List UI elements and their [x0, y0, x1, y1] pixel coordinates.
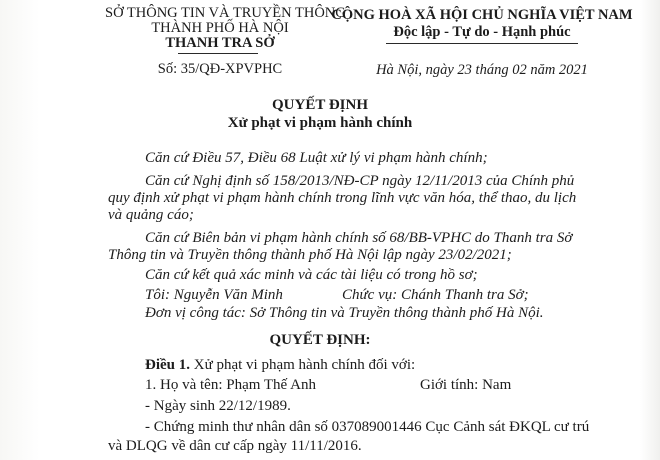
- offender-name: 1. Họ và tên: Phạm Thế Anh: [145, 377, 316, 393]
- offender-dob: - Ngày sinh 22/12/1989.: [145, 398, 291, 414]
- preamble-p2-line1: Căn cứ Nghị định số 158/2013/NĐ-CP ngày 12/11/2013 của Chính phủ: [145, 173, 575, 189]
- preamble-p1: Căn cứ Điều 57, Điều 68 Luật xử lý vi phạm hành chính;: [145, 150, 488, 166]
- preamble-p3-line1: Căn cứ Biên bản vi phạm hành chính số 68/BB-VPHC do Thanh tra Sở: [145, 230, 573, 246]
- signer-name: Tôi: Nguyễn Văn Minh: [145, 287, 283, 303]
- signer-unit: Đơn vị công tác: Sở Thông tin và Truyền thông thành phố Hà Nội.: [145, 305, 544, 321]
- article-1-label: Điều 1.: [145, 357, 190, 373]
- article-1: [145, 357, 415, 374]
- offender-gender: Giới tính: Nam: [420, 377, 512, 393]
- preamble-p2-line2: quy định xử phạt vi phạm hành chính trong lĩnh vực văn hóa, thể thao, du lịch: [108, 190, 577, 206]
- national-motto: Độc lập - Tự do - Hạnh phúc: [393, 24, 571, 40]
- article-1-text: Xử phạt vi phạm hành chính đối với:: [190, 357, 416, 373]
- preamble-p2-line3: và quảng cáo;: [108, 207, 194, 223]
- agency-underline: [178, 53, 258, 54]
- decision-heading: QUYẾT ĐỊNH:: [269, 332, 371, 348]
- national-title: CỘNG HOÀ XÃ HỘI CHỦ NGHĨA VIỆT NAM: [331, 7, 633, 23]
- agency-line-3: THANH TRA SỞ: [165, 35, 275, 51]
- issue-date: Hà Nội, ngày 23 tháng 02 năm 2021: [376, 62, 588, 78]
- offender-id-line2: và DLQG về dân cư cấp ngày 11/11/2016.: [108, 438, 362, 454]
- preamble-p3-line2: Thông tin và Truyền thông thành phố Hà Nội lập ngày 23/02/2021;: [108, 247, 512, 263]
- document-number: Số: 35/QĐ-XPVPHC: [157, 61, 283, 77]
- signer-position: Chức vụ: Chánh Thanh tra Sở;: [342, 287, 529, 303]
- document-title: QUYẾT ĐỊNH: [272, 97, 368, 113]
- document-subtitle: Xử phạt vi phạm hành chính: [227, 115, 413, 131]
- agency-line-1: SỞ THÔNG TIN VÀ TRUYỀN THÔNG: [105, 5, 346, 21]
- offender-id-line1: - Chứng minh thư nhân dân số 037089001446 Cục Cảnh sát ĐKQL cư trú: [145, 419, 590, 435]
- motto-underline: [386, 43, 578, 44]
- agency-line-2: THÀNH PHỐ HÀ NỘI: [151, 20, 289, 36]
- preamble-p4: Căn cứ kết quả xác minh và các tài liệu có trong hồ sơ;: [145, 267, 478, 283]
